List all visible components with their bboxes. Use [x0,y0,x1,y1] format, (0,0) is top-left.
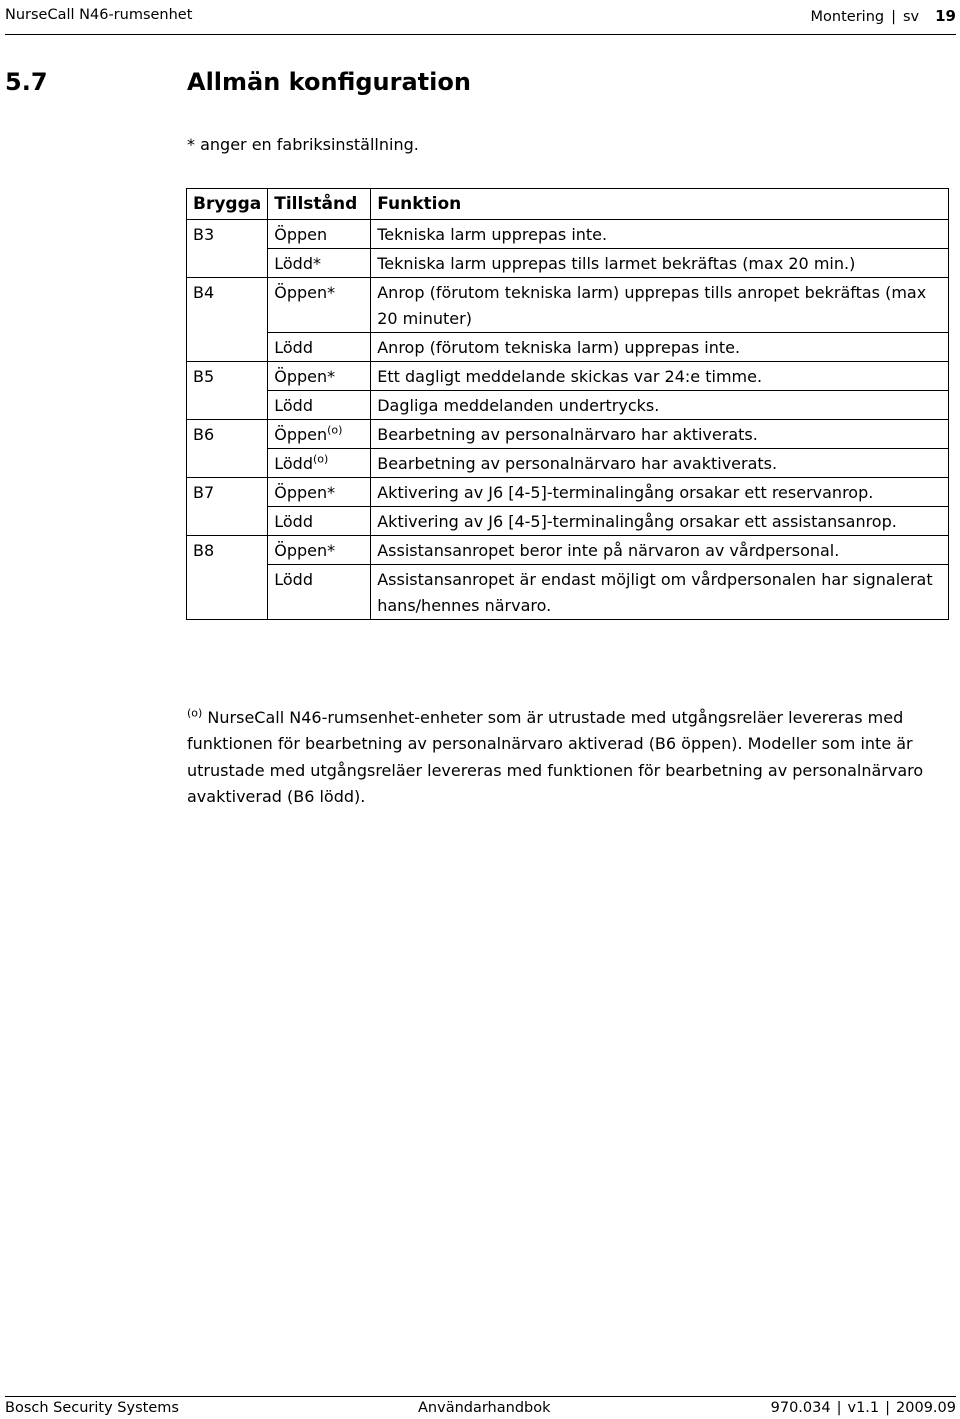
state-text: Öppen* [274,283,336,302]
cell-bridge [187,565,268,620]
cell-bridge [187,249,268,278]
page-header [5,0,956,35]
cell-function: Bearbetning av personalnärvaro har avaktiverats. [371,449,949,478]
cell-state [268,420,371,449]
footnote-reference: (o) [327,423,343,437]
column-header-function: Funktion [371,189,949,220]
footnote-text: NurseCall N46-rumsenhet-enheter som är utrustade med utgångsreläer levereras med funktionen för bearbetning av personalnärvaro aktiverad (B6 öppen). Modeller som inte är utrustade med utgångsreläer levereras med funktionen för bearbetning av personalnärvaro avaktiverad (B6 lödd). [187,708,924,806]
footnote-marker: (o) [187,706,203,720]
header-product: NurseCall N46-rumsenhet [5,7,193,23]
cell-state [268,478,371,507]
table-row [187,536,949,565]
footer-date: 2009.09 [896,1400,956,1416]
section-number: 5.7 [5,68,48,96]
table-row [187,362,949,391]
cell-state [268,333,371,362]
header-lang: sv [902,9,920,25]
state-text: Öppen* [274,541,336,560]
cell-function: Anrop (förutom tekniska larm) upprepas inte. [371,333,949,362]
configuration-table [186,188,949,620]
page-number: 19 [935,7,956,25]
section-title: Allmän konfiguration [187,68,471,96]
cell-bridge [187,449,268,478]
cell-state [268,449,371,478]
footer-separator: | [885,1400,891,1416]
table-row [187,449,949,478]
footnote-reference: (o) [312,452,329,466]
table-row [187,420,949,449]
table-header-row [187,189,949,220]
cell-function: Ett dagligt meddelande skickas var 24:e timme. [371,362,949,391]
state-text: Öppen [274,425,328,444]
state-text: Lödd* [274,254,321,273]
cell-bridge: B5 [187,362,268,391]
cell-state [268,507,371,536]
table-row [187,278,949,333]
cell-bridge: B6 [187,420,268,449]
footer-meta [771,1400,956,1416]
page-footer [5,1396,956,1419]
cell-bridge: B7 [187,478,268,507]
header-chapter: Montering [810,9,885,25]
table-row [187,391,949,420]
cell-state [268,249,371,278]
header-meta [811,7,956,25]
cell-function: Dagliga meddelanden undertrycks. [371,391,949,420]
cell-function: Bearbetning av personalnärvaro har aktiverats. [371,420,949,449]
cell-state [268,278,371,333]
state-text: Öppen* [274,483,336,502]
footer-separator: | [836,1400,842,1416]
column-header-state: Tillstånd [268,189,371,220]
footer-company: Bosch Security Systems [5,1400,179,1416]
cell-function: Tekniska larm upprepas inte. [371,220,949,249]
cell-bridge [187,507,268,536]
table-row [187,333,949,362]
cell-bridge [187,333,268,362]
header-separator: | [891,9,896,25]
state-text: Lödd [274,454,313,473]
table-row [187,249,949,278]
table-row [187,565,949,620]
state-text: Lödd [274,570,313,589]
table-row [187,507,949,536]
state-text: Öppen* [274,367,336,386]
factory-setting-note: * anger en fabriksinställning. [187,135,419,154]
cell-function: Assistansanropet beror inte på närvaron av vårdpersonal. [371,536,949,565]
cell-function: Aktivering av J6 [4-5]-terminalingång orsakar ett reservanrop. [371,478,949,507]
cell-function: Aktivering av J6 [4-5]-terminalingång orsakar ett assistansanrop. [371,507,949,536]
column-header-bridge: Brygga [187,189,268,220]
cell-bridge [187,391,268,420]
cell-bridge: B3 [187,220,268,249]
cell-state [268,536,371,565]
state-text: Lödd [274,396,313,415]
footnote [187,705,947,810]
footer-code: 970.034 [770,1400,831,1416]
footer-document: Användarhandbok [418,1400,551,1416]
table-row [187,478,949,507]
cell-bridge: B8 [187,536,268,565]
state-text: Öppen [274,225,328,244]
table-row [187,220,949,249]
cell-function: Tekniska larm upprepas tills larmet bekräftas (max 20 min.) [371,249,949,278]
cell-function: Anrop (förutom tekniska larm) upprepas tills anropet bekräftas (max 20 minuter) [371,278,949,333]
table-body [187,220,949,620]
cell-state [268,391,371,420]
footer-version: v1.1 [847,1400,880,1416]
cell-function: Assistansanropet är endast möjligt om vårdpersonalen har signalerat hans/hennes närvaro. [371,565,949,620]
cell-state [268,565,371,620]
cell-state [268,362,371,391]
state-text: Lödd [274,512,313,531]
cell-state [268,220,371,249]
cell-bridge: B4 [187,278,268,333]
state-text: Lödd [274,338,313,357]
